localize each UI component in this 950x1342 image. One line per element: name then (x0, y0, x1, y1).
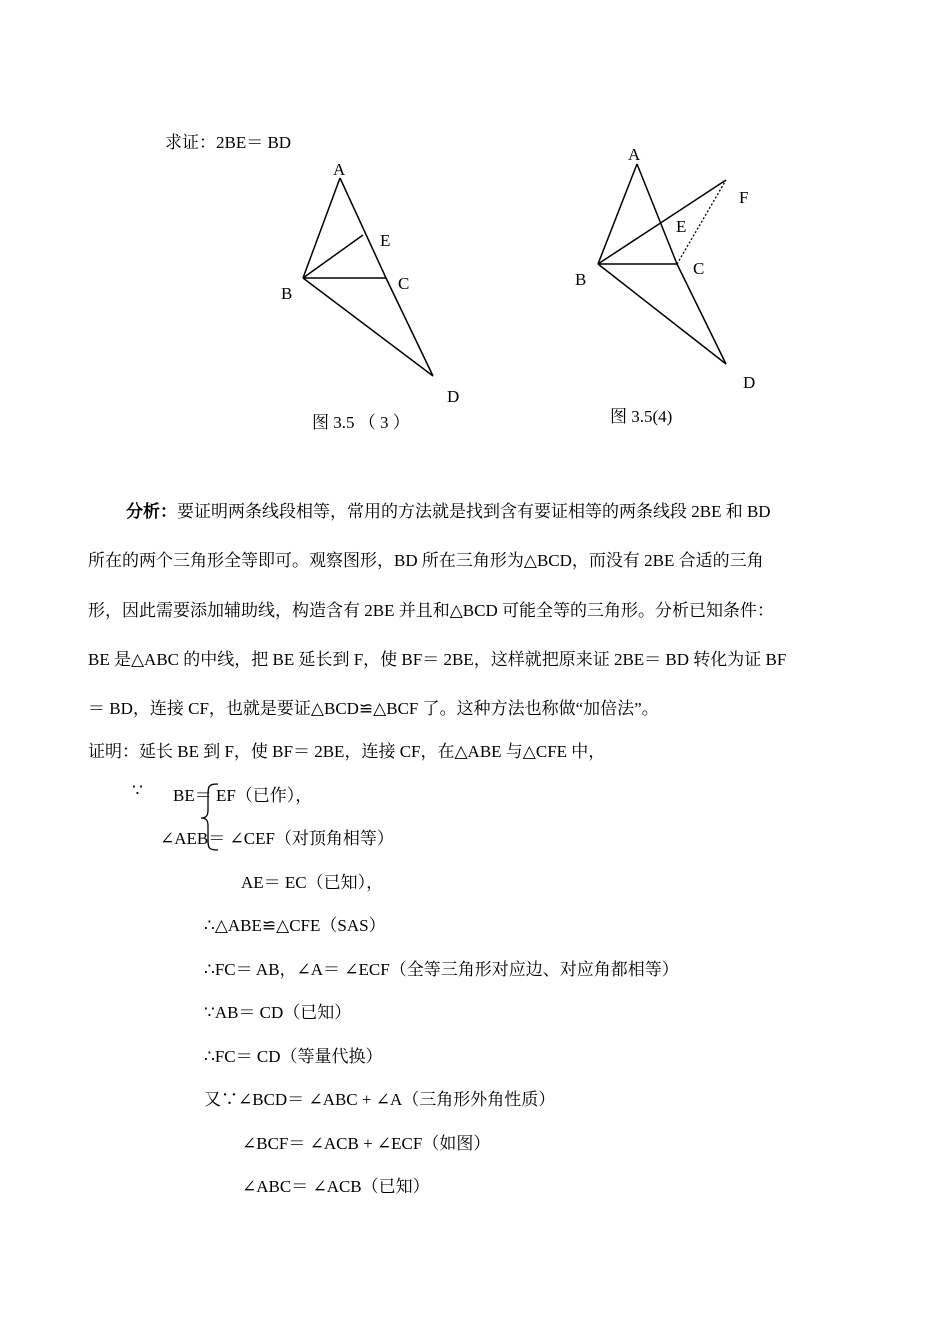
segment-bf (598, 180, 726, 264)
label-d: D (743, 373, 756, 392)
label-e: E (380, 231, 391, 250)
analysis-text-1: 要证明两条线段相等，常用的方法就是找到含有要证相等的两条线段 2BE 和 BD (177, 502, 771, 521)
prove-statement: 求证：2BE＝ BD (165, 133, 292, 152)
figure-3-5-4 (560, 138, 790, 398)
proof-step-2: ∠AEB＝ ∠CEF（对顶角相等） (160, 829, 394, 848)
segment-bd (303, 278, 433, 376)
label-d: D (447, 387, 460, 406)
analysis-heading: 分析： (126, 502, 177, 521)
proof-step-10: ∠ABC＝ ∠ACB（已知） (242, 1177, 430, 1196)
label-a: A (628, 145, 641, 164)
proof-intro: 证明：延长 BE 到 F，使 BF＝ 2BE，连接 CF，在△ABE 与△CFE 中， (88, 742, 606, 761)
analysis-line-4: BE 是△ABC 的中线，把 BE 延长到 F，使 BF＝ 2BE，这样就把原来证 2BE＝ BD 转化为证 BF (88, 650, 787, 669)
figure-4-caption: 图 3.5(4) (610, 407, 673, 426)
analysis-line-1 (126, 497, 906, 522)
segment-ac (637, 164, 677, 264)
label-a: A (333, 160, 346, 179)
figure-3-caption: 图 3.5 （ 3 ） (312, 413, 410, 432)
segment-cd (386, 278, 433, 376)
segment-ab (303, 178, 340, 278)
analysis-line-2: 所在的两个三角形全等即可。观察图形，BD 所在三角形为△BCD，而没有 2BE 合适的三角 (88, 551, 764, 570)
segment-bd (598, 264, 726, 364)
proof-step-4: ∴△ABE≌△CFE（SAS） (204, 916, 386, 935)
because-symbol: ∵ (132, 781, 143, 800)
proof-step-6: ∵AB＝ CD（已知） (204, 1003, 352, 1022)
proof-step-1: BE＝ EF（已作）， (173, 786, 313, 805)
label-c: C (693, 259, 705, 278)
analysis-line-5: ＝ BD，连接 CF，也就是要证△BCD≌△BCF 了。这种方法也称做“加倍法”。 (88, 699, 659, 718)
label-b: B (281, 284, 293, 303)
segment-be (303, 235, 363, 278)
segment-cd (677, 264, 726, 364)
label-c: C (398, 274, 410, 293)
proof-step-3: AE＝ EC（已知）， (241, 873, 384, 892)
proof-step-5: ∴FC＝ AB，∠A＝ ∠ECF（全等三角形对应边、对应角都相等） (204, 960, 679, 979)
label-e: E (676, 217, 687, 236)
label-f: F (739, 188, 749, 207)
label-b: B (575, 270, 587, 289)
figure-3-5-3 (270, 150, 490, 430)
segment-ac (340, 178, 386, 278)
proof-step-9: ∠BCF＝ ∠ACB + ∠ECF（如图） (242, 1134, 491, 1153)
analysis-line-3: 形，因此需要添加辅助线，构造含有 2BE 并且和△BCD 可能全等的三角形。分析已知条件： (88, 601, 774, 620)
segment-ab (598, 164, 637, 264)
proof-step-8: 又∵∠BCD＝ ∠ABC + ∠A（三角形外角性质） (204, 1090, 556, 1109)
proof-step-7: ∴FC＝ CD（等量代换） (204, 1047, 383, 1066)
